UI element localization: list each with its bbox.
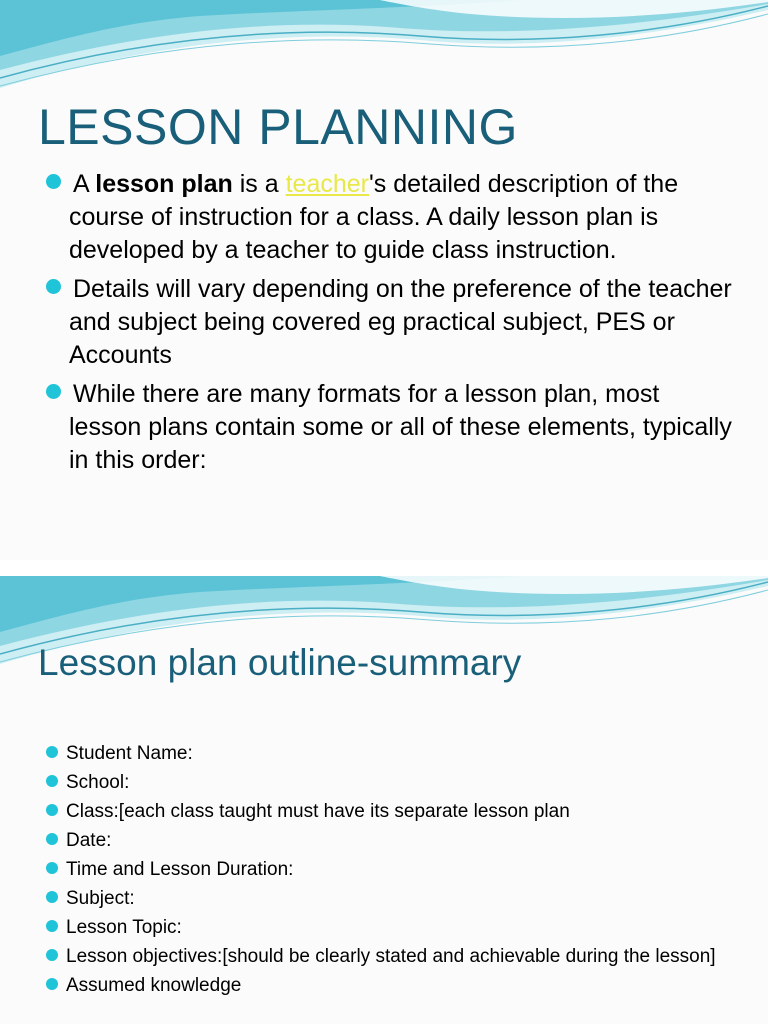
- teacher-link[interactable]: teacher: [285, 170, 369, 198]
- list-item: [46, 887, 736, 911]
- list-item: [46, 168, 736, 267]
- item-text: Student Name:: [66, 743, 193, 764]
- item-text: Assumed knowledge: [66, 975, 242, 996]
- list-item: [46, 974, 736, 998]
- wave-decoration: [0, 0, 768, 100]
- bullet-icon: [46, 775, 58, 787]
- bullet-icon: [46, 746, 58, 758]
- bullet-icon: [46, 804, 58, 816]
- bullet-icon: [46, 891, 58, 903]
- bold-term: lesson plan: [95, 170, 233, 198]
- item-text: Lesson objectives:[should be clearly stated and achievable during the lesson]: [66, 946, 716, 967]
- item-text: Date:: [66, 830, 112, 851]
- item-text: Time and Lesson Duration:: [66, 859, 294, 880]
- bullet-text: A: [73, 170, 96, 198]
- list-item: [46, 742, 736, 766]
- slide-separator: [0, 560, 768, 576]
- item-text: Subject:: [66, 888, 135, 909]
- slide-title: Lesson plan outline-summary: [38, 642, 522, 683]
- bullet-icon: [46, 978, 58, 990]
- slide-lesson-plan-outline: [0, 576, 768, 1024]
- bullet-icon: [46, 862, 58, 874]
- list-item: [46, 273, 736, 372]
- item-text: Class:[each class taught must have its separate lesson plan: [66, 801, 570, 822]
- list-item: [46, 378, 736, 477]
- list-item: [46, 800, 736, 824]
- bullet-icon: [46, 833, 58, 845]
- list-item: [46, 858, 736, 882]
- list-item: [46, 829, 736, 853]
- list-item: [46, 916, 736, 940]
- list-item: [46, 945, 736, 969]
- bullet-list: [46, 168, 736, 483]
- bullet-icon: [46, 384, 61, 399]
- bullet-text: 's detailed description of the course of instruction for a class. A daily lesson plan is developed by a teacher to guide class instruction.: [69, 170, 679, 264]
- item-text: Lesson Topic:: [66, 917, 182, 938]
- page-title: LESSON PLANNING: [38, 99, 518, 155]
- bullet-text: is a: [232, 170, 286, 198]
- outline-list: [46, 742, 736, 1003]
- bullet-icon: [46, 920, 58, 932]
- bullet-icon: [46, 949, 58, 961]
- bullet-icon: [46, 279, 61, 294]
- list-item: [46, 771, 736, 795]
- bullet-text: Details will vary depending on the preference of the teacher and subject being covered eg practical subject, PES or Accounts: [69, 275, 732, 369]
- bullet-text: While there are many formats for a lesson plan, most lesson plans contain some or all of these elements, typically in this order:: [69, 380, 732, 474]
- item-text: School:: [66, 772, 130, 793]
- bullet-icon: [46, 174, 61, 189]
